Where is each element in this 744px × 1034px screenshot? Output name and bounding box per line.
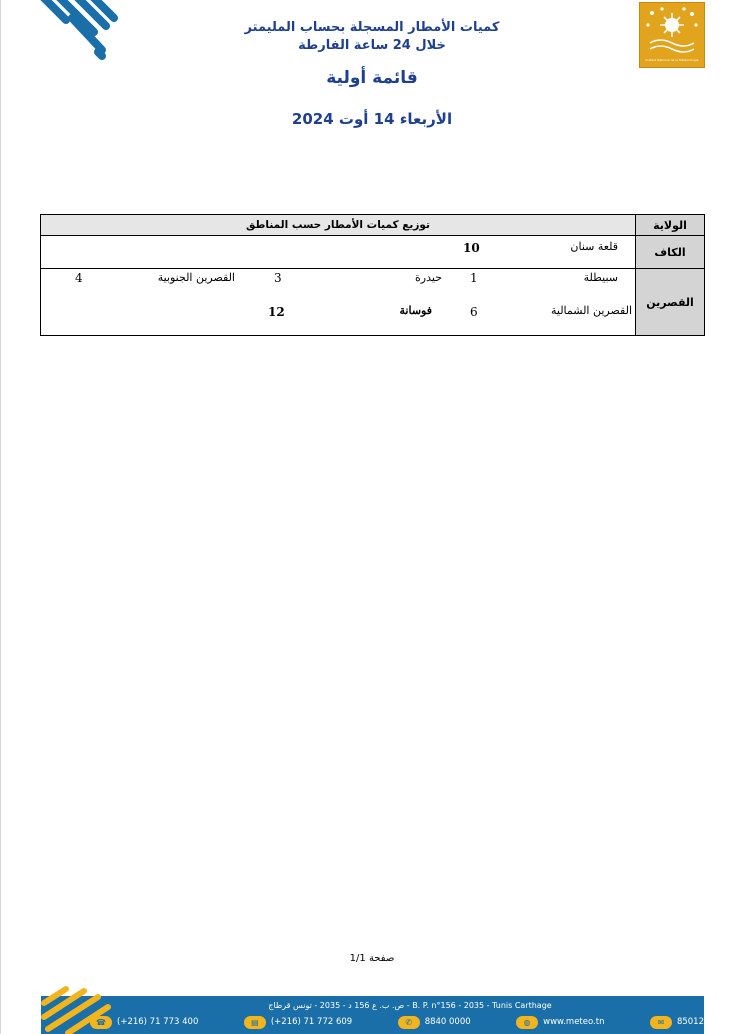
governorate-cell: الكاف xyxy=(635,236,704,268)
header-title-line1: كميات الأمطار المسجلة بحساب المليمتر xyxy=(244,20,500,35)
station-value: 3 xyxy=(274,271,282,285)
document-date: الأربعاء 14 أوت 2024 xyxy=(291,110,453,128)
rainfall-table xyxy=(40,214,705,336)
governorate-cell: القصرين xyxy=(635,269,704,335)
station-name: قلعة سنان xyxy=(570,240,618,253)
fax-number: (+216) 71 772 609 xyxy=(270,1017,353,1027)
sms-icon: ✉ xyxy=(650,1016,672,1029)
phone-icon: ☎ xyxy=(90,1016,112,1029)
document-title: قائمة أولية xyxy=(326,68,418,88)
station-value: 6 xyxy=(470,305,478,319)
station-value: 4 xyxy=(75,271,83,285)
table-row xyxy=(41,269,704,335)
globe-icon: ◍ xyxy=(516,1016,538,1029)
station-value: 1 xyxy=(470,271,478,285)
corner-stripes-decoration xyxy=(36,0,126,70)
governorate-column-header: الولاية xyxy=(635,215,704,235)
station-value: 10 xyxy=(463,241,480,255)
footer-contacts xyxy=(90,1014,704,1030)
table-row xyxy=(41,236,704,269)
footer-address: ص. ب. ع 156 د - 2035 - تونس قرطاج - B. P. n°156 - 2035 - Tunis Carthage xyxy=(268,1001,552,1010)
footer-website[interactable] xyxy=(516,1016,604,1029)
station-name: سبيطلة xyxy=(583,271,618,284)
header-title-line2: خلال 24 ساعة الفارطة xyxy=(298,38,446,53)
hotline-number: 8840 0000 xyxy=(424,1017,471,1027)
station-value: 12 xyxy=(268,305,285,319)
logo-caption: Institut National de la Météorologie xyxy=(645,58,699,62)
page-number: صفحة 1/1 xyxy=(349,953,395,964)
footer-sms[interactable] xyxy=(650,1016,704,1029)
sms-number: 85012 xyxy=(676,1017,704,1027)
table-header-row xyxy=(41,215,704,236)
hotline-icon: ✆ xyxy=(398,1016,420,1029)
footer-phone[interactable] xyxy=(90,1016,198,1029)
station-name: فوسانة xyxy=(399,304,432,317)
fax-icon: ▤ xyxy=(244,1016,266,1029)
station-name: القصرين الجنوبية xyxy=(157,271,235,284)
logo-emblem-icon xyxy=(640,3,704,59)
footer-hotline[interactable] xyxy=(398,1016,471,1029)
footer-fax[interactable] xyxy=(244,1016,352,1029)
website-link: www.meteo.tn xyxy=(543,1017,605,1027)
phone-number: (+216) 71 773 400 xyxy=(117,1017,199,1027)
station-name: القصرين الشمالية xyxy=(550,304,632,317)
station-name: حيدرة xyxy=(415,271,442,284)
distribution-column-header: توزيع كميات الأمطار حسب المناطق xyxy=(41,215,635,235)
